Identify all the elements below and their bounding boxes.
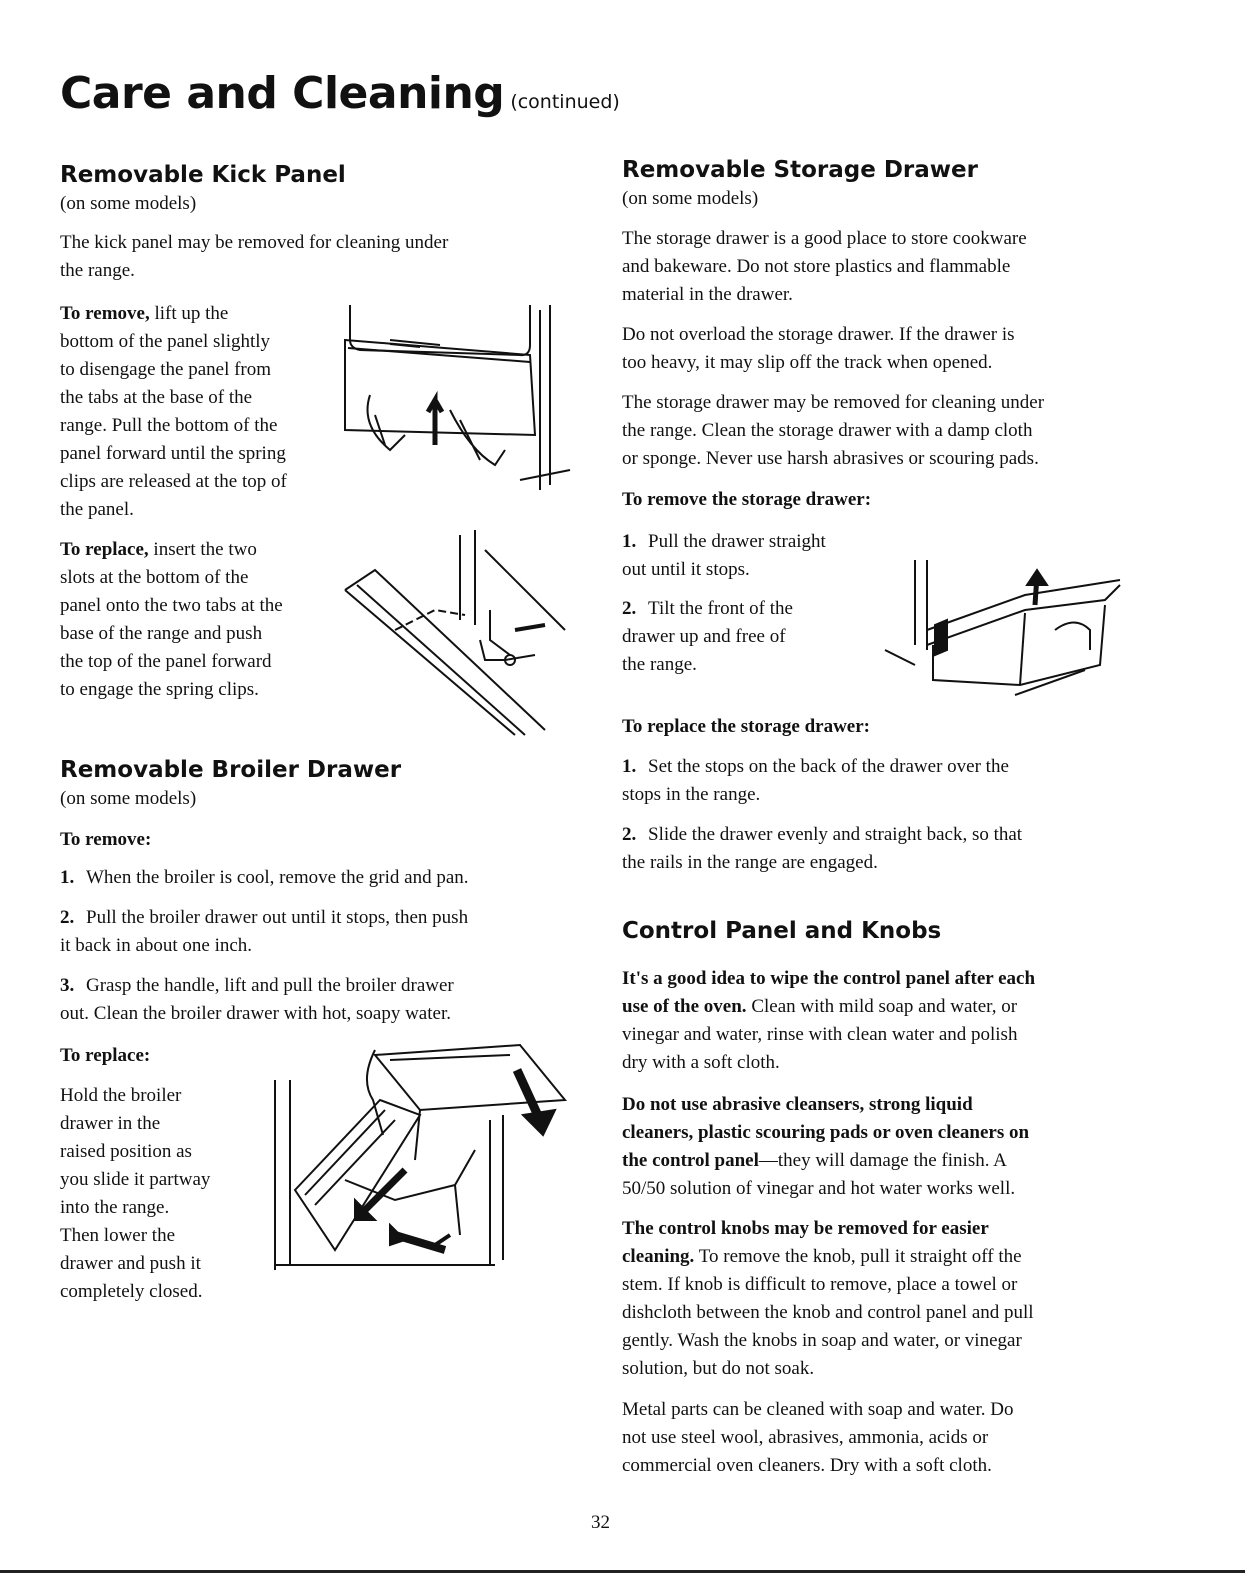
kick-panel-note: (on some models) [60, 193, 197, 214]
storage-drawer-note: (on some models) [622, 188, 759, 209]
kick-panel-intro: The kick panel may be removed for cleaning under the range. [60, 232, 449, 281]
broiler-remove-label: To remove: [60, 829, 152, 850]
broiler-step-2: 2. Pull the broiler drawer out until it stops, then push it back in about one inch. [60, 907, 469, 956]
storage-drawer-para-1: The storage drawer is a good place to store cookware and bakeware. Do not store plastics and flammable material in the drawer. [622, 228, 1027, 305]
broiler-replace-text: Hold the broiler drawer in the raised position as you slide it partway into the range. Then lower the drawer and push it completely closed. [60, 1085, 211, 1302]
storage-drawer-para-3: The storage drawer may be removed for cleaning under the range. Clean the storage drawer with a damp cloth or sponge. Never use harsh abrasives or scouring pads. [622, 392, 1045, 469]
storage-remove-step-1: 1. Pull the drawer straight out until it stops. [622, 531, 826, 580]
storage-replace-label: To replace the storage drawer: [622, 716, 870, 737]
kick-panel-heading: Removable Kick Panel [60, 162, 346, 188]
broiler-drawer-heading: Removable Broiler Drawer [60, 757, 402, 783]
broiler-step-1: 1. When the broiler is cool, remove the grid and pan. [60, 867, 469, 888]
control-panel-para-2: Do not use abrasive cleansers, strong liquid cleaners, plastic scouring pads or oven cleaners on the control panel—they will damage the finish. A 50/50 solution of vinegar and hot water works well. [622, 1094, 1030, 1199]
kick-panel-replace-text: To replace, insert the two slots at the bottom of the panel onto the two tabs at the base of the range and push the top of the panel forward to engage the spring clips. [60, 539, 283, 700]
page-title-suffix: (continued) [510, 91, 620, 113]
control-panel-heading: Control Panel and Knobs [622, 918, 942, 944]
storage-remove-step-2: 2. Tilt the front of the drawer up and free of the range. [622, 598, 793, 675]
storage-replace-step-1: 1. Set the stops on the back of the drawer over the stops in the range. [622, 756, 1009, 805]
broiler-drawer-note: (on some models) [60, 788, 197, 809]
page-number: 32 [591, 1512, 610, 1533]
control-panel-para-3: The control knobs may be removed for easier cleaning. To remove the knob, pull it straight off the stem. If knob is difficult to remove, place a towel or dishcloth between the knob and control panel and pull gently. Wash the knobs in soap and water, or vinegar solution, but do not soak. [622, 1218, 1034, 1379]
broiler-replace-label: To replace: [60, 1045, 151, 1066]
storage-drawer-heading: Removable Storage Drawer [622, 157, 978, 183]
page-bottom-rule [0, 1570, 1245, 1573]
broiler-step-3: 3. Grasp the handle, lift and pull the broiler drawer out. Clean the broiler drawer with hot, soapy water. [60, 975, 454, 1024]
storage-replace-step-2: 2. Slide the drawer evenly and straight back, so that the rails in the range are engaged. [622, 824, 1023, 873]
storage-remove-label: To remove the storage drawer: [622, 489, 872, 510]
control-panel-para-4: Metal parts can be cleaned with soap and water. Do not use steel wool, abrasives, ammonia, acids or commercial oven cleaners. Dry with a soft cloth. [622, 1399, 1014, 1476]
kick-panel-remove-text: To remove, lift up the bottom of the panel slightly to disengage the panel from the tabs at the base of the range. Pull the bottom of the panel forward until the spring clips are released at the top of the panel. [60, 303, 287, 520]
kick-panel-replace-illustration [335, 530, 575, 740]
broiler-drawer-illustration [255, 1040, 575, 1280]
control-panel-para-1: It's a good idea to wipe the control panel after each use of the oven. Clean with mild soap and water, or vinegar and water, rinse with clean water and polish dry with a soft cloth. [622, 968, 1036, 1073]
storage-drawer-illustration [875, 555, 1130, 700]
page-title: Care and Cleaning (continued) [60, 68, 620, 119]
kick-panel-remove-illustration [330, 300, 575, 500]
storage-drawer-para-2: Do not overload the storage drawer. If the drawer is too heavy, it may slip off the track when opened. [622, 324, 1015, 373]
